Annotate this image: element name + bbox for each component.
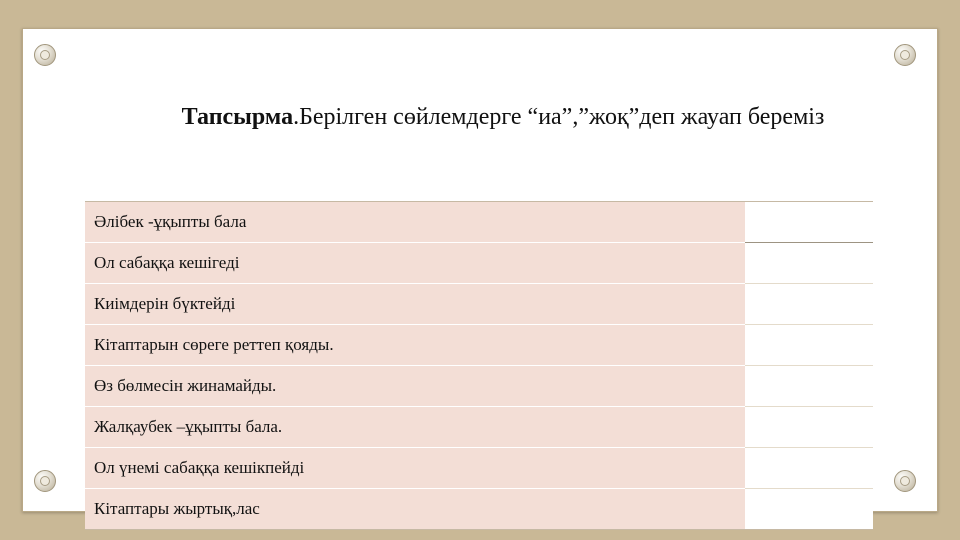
- sentence-cell: Жалқаубек –ұқыпты бала.: [85, 407, 745, 448]
- sentence-cell: Ол үнемі сабаққа кешікпейді: [85, 448, 745, 489]
- sentence-cell: Ол сабаққа кешігеді: [85, 243, 745, 284]
- table-row: [85, 448, 873, 489]
- table-row: [85, 284, 873, 325]
- screw-icon: [34, 470, 56, 492]
- table-row: [85, 366, 873, 407]
- slide-frame: [22, 28, 938, 518]
- page-title: [93, 101, 913, 133]
- table-row: [85, 243, 873, 284]
- answer-cell[interactable]: [745, 448, 873, 489]
- answer-cell[interactable]: [745, 325, 873, 366]
- answer-cell[interactable]: [745, 489, 873, 529]
- screw-icon: [894, 44, 916, 66]
- answer-cell[interactable]: [745, 243, 873, 284]
- page-title-emphasis: Тапсырма: [181, 104, 294, 130]
- sentence-cell: Өз бөлмесін жинамайды.: [85, 366, 745, 407]
- sentences-table: [85, 201, 873, 530]
- answer-cell[interactable]: [745, 407, 873, 448]
- answer-cell[interactable]: [745, 284, 873, 325]
- table-row: [85, 489, 873, 530]
- table-row: [85, 407, 873, 448]
- answer-cell[interactable]: [745, 202, 873, 243]
- sentence-cell: Кітаптары жыртық,лас: [85, 489, 745, 529]
- page-title-rest: .Берілген сөйлемдерге “иа”,”жоқ”деп жауап береміз: [293, 104, 825, 130]
- table-row: [85, 202, 873, 243]
- table-row: [85, 325, 873, 366]
- screw-icon: [894, 470, 916, 492]
- sentence-cell: Кітаптарын сөреге реттеп қояды.: [85, 325, 745, 366]
- sentence-cell: Киімдерін бүктейді: [85, 284, 745, 325]
- sentence-cell: Әлібек -ұқыпты бала: [85, 202, 745, 243]
- answer-cell[interactable]: [745, 366, 873, 407]
- screw-icon: [34, 44, 56, 66]
